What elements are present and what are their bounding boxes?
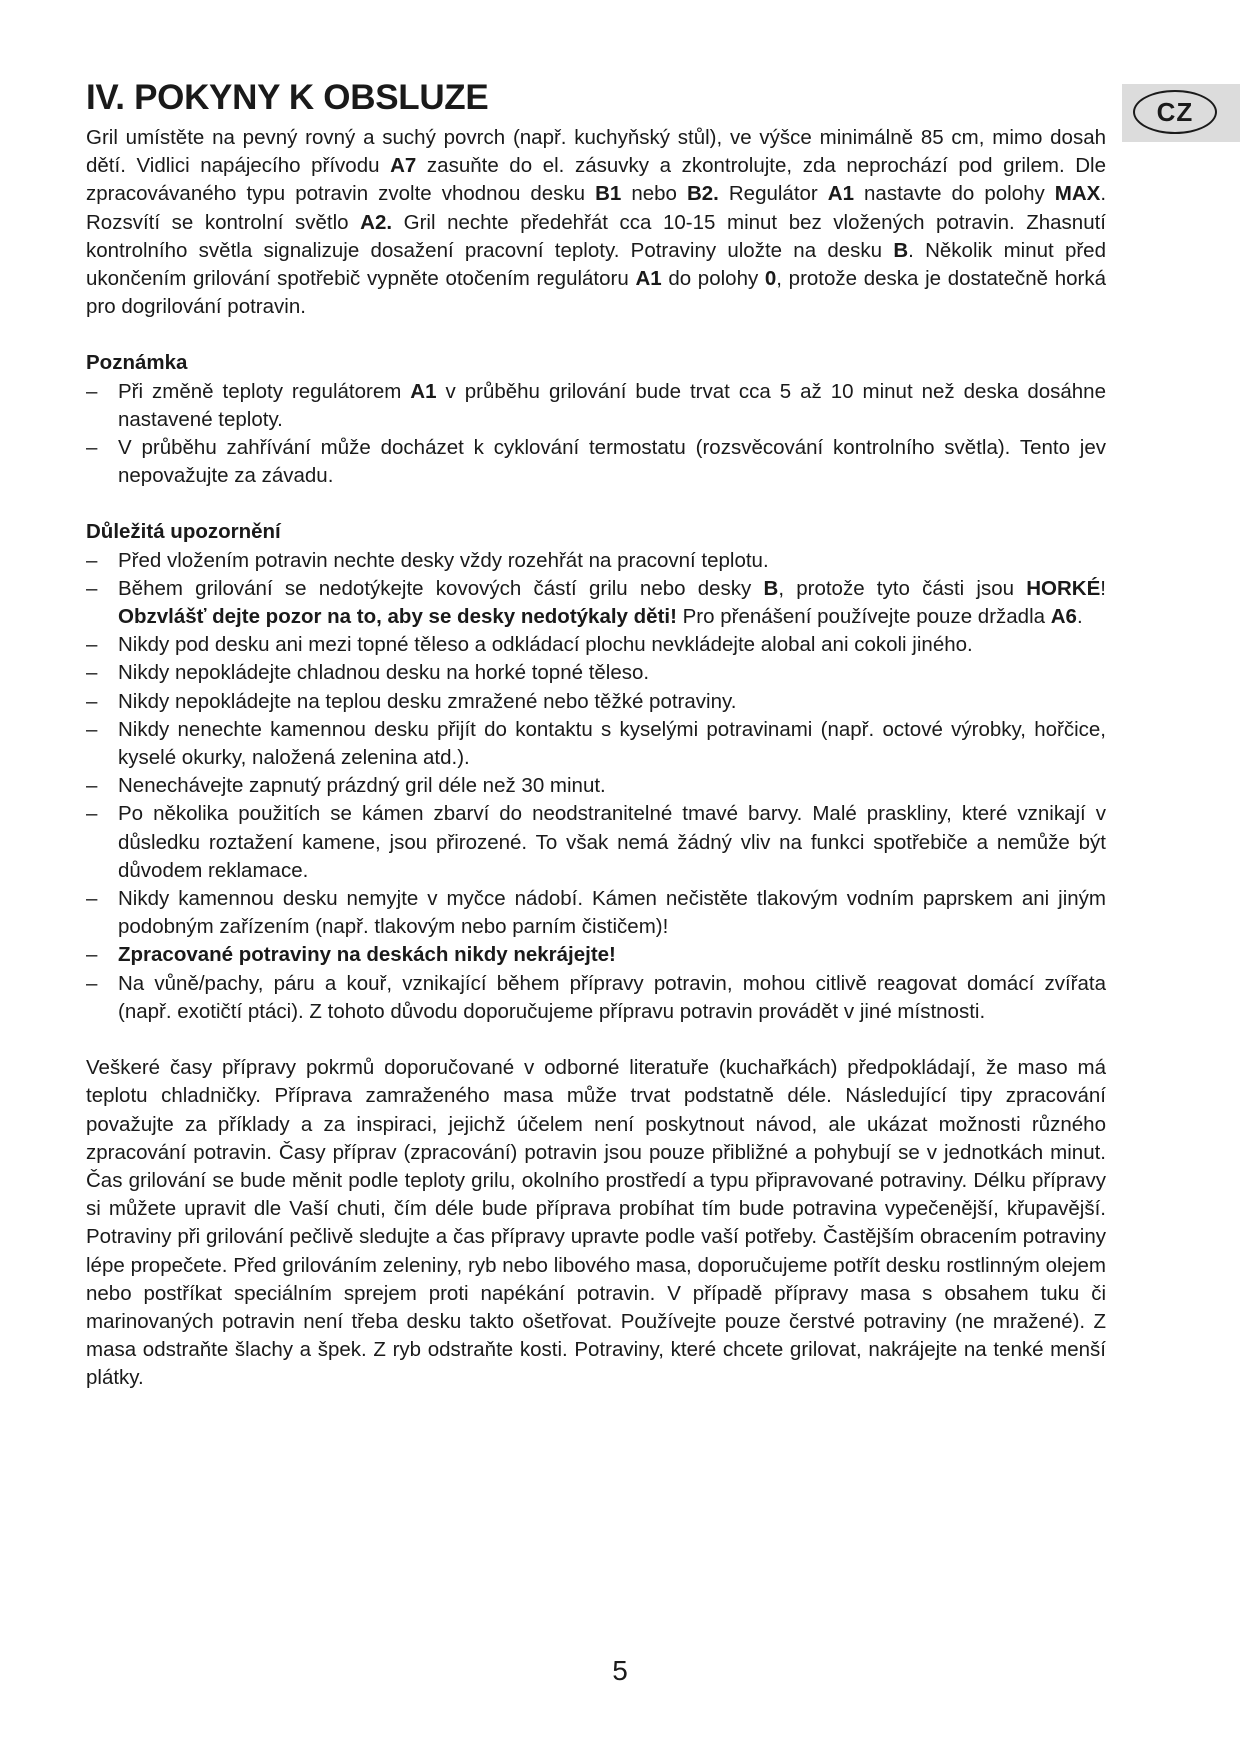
list-item: – Na vůně/pachy, páru a kouř, vznikající během přípravy potravin, mohou citlivě reagovat domácí zvířata (např. exotičtí ptáci). Z tohoto důvodu doporučujeme přípravu potravin provádět v jiné místnosti.: [86, 970, 1106, 1026]
list-item: – Před vložením potravin nechte desky vždy rozehřát na pracovní teplotu.: [86, 547, 1106, 575]
list-item: – Nikdy nenechte kamennou desku přijít do kontaktu s kyselými potravinami (např. octové výrobky, hořčice, kyselé okurky, naložená zelenina atd.).: [86, 716, 1106, 772]
language-badge: [1122, 84, 1240, 142]
note-title: Poznámka: [86, 351, 188, 375]
list-item: – Nikdy nepokládejte chladnou desku na horké topné těleso.: [86, 659, 1106, 687]
list-item: – Při změně teploty regulátorem A1 v průběhu grilování bude trvat cca 5 až 10 minut než deska dosáhne nastavené teploty.: [86, 378, 1106, 434]
language-code: CZ: [1133, 90, 1217, 134]
warnings-list: [86, 547, 1106, 1026]
list-item: – Nikdy pod desku ani mezi topné těleso a odkládací plochu nevkládejte alobal ani cokoli jiného.: [86, 631, 1106, 659]
warnings-section: [86, 518, 1106, 1026]
note-section: [86, 349, 1106, 490]
list-item: – V průběhu zahřívání může docházet k cyklování termostatu (rozsvěcování kontrolního světla). Tento jev nepovažujte za závadu.: [86, 434, 1106, 490]
list-item: – Nikdy kamennou desku nemyjte v myčce nádobí. Kámen nečistěte tlakovým vodním paprskem ani jiným podobným zařízením (např. tlakovým nebo parním čističem)!: [86, 885, 1106, 941]
closing-paragraph: Veškeré časy přípravy pokrmů doporučované v odborné literatuře (kuchařkách) předpokládají, že maso má teplotu chladničky. Příprava zamraženého masa může trvat podstatně déle. Následující tipy zpracování považujte za příklady a za inspiraci, jejichž účelem není poskytnout návod, ale ukázat možnosti různého zpracování potravin. Časy příprav (zpracování) potravin jsou pouze přibližné a pohybují se v jednotkách minut. Čas grilování se bude měnit podle teploty grilu, okolního prostředí a typu připravované potraviny. Délku přípravy si můžete upravit dle Vaší chuti, čím déle bude příprava probíhat tím bude potravina vypečenější, křupavější. Potraviny při grilování pečlivě sledujte a čas přípravy upravte podle vaší potřeby. Častějším obracením potraviny lépe propečete. Před grilováním zeleniny, ryb nebo libového masa, doporučujeme potřít desku rostlinným olejem nebo postříkat speciálním sprejem proti napékání potravin. V případě přípravy masa s obsahem tuku či marinovaných potravin není třeba desku takto ošetřovat. Používejte pouze čerstvé potraviny (ne mražené). Z masa odstraňte šlachy a špek. Z ryb odstraňte kosti. Potraviny, které chcete grilovat, nakrájejte na tenké menší plátky.: [86, 1056, 1106, 1390]
list-item: – Nenechávejte zapnutý prázdný gril déle než 30 minut.: [86, 772, 1106, 800]
section-title: IV. POKYNY K OBSLUZE: [86, 78, 489, 117]
page-number: 5: [612, 1655, 628, 1686]
list-item: – Po několika použitích se kámen zbarví do neodstranitelné tmavé barvy. Malé praskliny, které vznikají v důsledku roztažení kamene, jsou přirozené. To však nemá žádný vliv na funkci spotřebiče a nemůže být důvodem reklamace.: [86, 800, 1106, 885]
note-list: [86, 378, 1106, 491]
list-item: – Nikdy nepokládejte na teplou desku zmražené nebo těžké potraviny.: [86, 688, 1106, 716]
list-item: – Během grilování se nedotýkejte kovových částí grilu nebo desky B, protože tyto části jsou HORKÉ! Obzvlášť dejte pozor na to, aby se desky nedotýkaly děti! Pro přenášení používejte pouze držadla A6.: [86, 575, 1106, 631]
document-page: [86, 78, 1106, 1393]
warnings-title: Důležitá upozornění: [86, 520, 281, 544]
list-item: – Zpracované potraviny na deskách nikdy nekrájejte!: [86, 941, 1106, 969]
intro-paragraph: Gril umístěte na pevný rovný a suchý povrch (např. kuchyňský stůl), ve výšce minimálně 85 cm, mimo dosah dětí. Vidlici napájecího přívodu A7 zasuňte do el. zásuvky a zkontrolujte, zda neprochází pod grilem. Dle zpracovávaného typu potravin zvolte vhodnou desku B1 nebo B2. Regulátor A1 nastavte do polohy MAX. Rozsvítí se kontrolní světlo A2. Gril nechte předehřát cca 10-15 minut bez vložených potravin. Zhasnutí kontrolního světla signalizuje dosažení pracovní teploty. Potraviny uložte na desku B. Několik minut před ukončením grilování spotřebič vypněte otočením regulátoru A1 do polohy 0, protože deska je dostatečně horká pro dogrilování potravin.: [86, 126, 1107, 319]
